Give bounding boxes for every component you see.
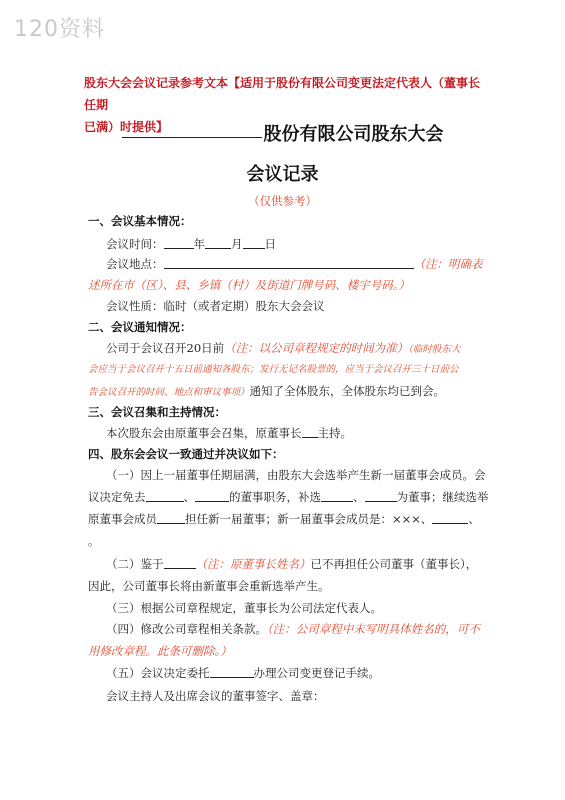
section-4-heading: 四、股东会会议一致通过并决议如下： — [88, 447, 284, 461]
r1-remove-label: 议决定免去 — [88, 490, 146, 504]
r1-retain-label: 原董事会成员 — [88, 512, 157, 526]
elect-blank-1 — [321, 489, 353, 502]
section-1-heading: 一、会议基本情况： — [88, 214, 192, 228]
remove-blank-1 — [146, 489, 184, 502]
day-blank — [243, 236, 265, 249]
reference-note: （仅供参考） — [248, 194, 317, 208]
place-note: （注：明确表 — [413, 257, 483, 271]
former-chairman-blank — [164, 556, 196, 569]
convene-line — [106, 425, 352, 441]
delegate-blank — [210, 665, 254, 678]
meeting-place-label: 会议地点： — [106, 257, 164, 271]
member-blank — [432, 511, 468, 524]
notice-result: 通知了全体股东，全体股东均已到会。 — [249, 384, 446, 398]
title-line-2: 已满）时提供】 — [84, 120, 169, 134]
notice-text: 公司于会议召开20日前 — [106, 341, 225, 355]
convene-text: 本次股东会由原董事会召集，原董事长 — [106, 426, 302, 440]
notice-note-2-continued: 会应当于会议召开十五日前通知各股东；发行无记名股票的，应当于会议召开三十日前公 — [88, 364, 459, 375]
resolution-4-note-continued: 用修改章程。此条可删除。） — [88, 644, 232, 658]
resolution-4-line-1 — [106, 621, 480, 637]
r5-text: （五）会议决定委托 — [106, 666, 210, 680]
section-2-heading: 二、会议通知情况： — [88, 320, 192, 334]
r5-text-2: 办理公司变更登记手续。 — [253, 666, 380, 680]
notice-note: （注：以公司章程规定的时间为准） — [224, 341, 409, 355]
year-blank — [164, 236, 194, 249]
notice-note-2-end: 告会议召开的时间、地点和审议事项） — [88, 387, 250, 398]
resolution-2-line-2: 因此，公司董事长将由新董事会重新选举产生。 — [88, 579, 330, 593]
retain-blank — [157, 511, 185, 524]
company-heading — [0, 120, 565, 146]
r1-continue-label: 为董事；继续选举 — [396, 490, 489, 504]
day-label: 日 — [264, 237, 276, 251]
resolution-1-line-3 — [88, 511, 480, 527]
r1-members-label: 担任新一届董事；新一届董事会成员是： — [185, 512, 392, 526]
r1-sep-1: 、 — [183, 490, 195, 504]
r2-text: （二）鉴于 — [106, 557, 164, 571]
resolution-2-line-1 — [106, 556, 477, 572]
resolution-5 — [106, 665, 380, 681]
signature-line: 会议主持人及出席会议的董事签字、盖章： — [106, 689, 325, 703]
month-blank — [205, 236, 231, 249]
meeting-time-label: 会议时间： — [106, 237, 164, 251]
r2-text-2: 已不再担任公司董事（董事长）， — [310, 557, 478, 571]
resolution-1-line-2 — [88, 489, 489, 505]
section-3-heading: 三、会议召集和主持情况： — [88, 405, 226, 419]
meeting-nature: 会议性质：临时（或者定期）股东大会会议 — [106, 299, 325, 313]
notice-line-3 — [88, 383, 445, 401]
watermark: 120资料 — [14, 17, 105, 42]
month-label: 月 — [231, 237, 243, 251]
elect-blank-2 — [365, 489, 397, 502]
resolution-1-line-1: （一）因上一届董事任期届满，由股东大会选举产生新一届董事会成员。会 — [106, 468, 486, 482]
place-blank — [164, 256, 414, 269]
chairman-blank — [302, 425, 318, 438]
company-name-blank — [122, 123, 262, 138]
r2-note: （注：原董事长姓名） — [195, 557, 311, 571]
place-note-continued: 述所在市（区）、县、乡镇（村）及街道门牌号码、楼宇号码。） — [88, 278, 410, 292]
r1-member-xxx: ×××、 — [392, 512, 433, 526]
meeting-time-line — [106, 236, 276, 252]
notice-line-1 — [106, 340, 460, 358]
company-heading-text: 股份有限公司股东大会 — [263, 124, 444, 145]
r1-sep-3: 、 — [468, 512, 480, 526]
minutes-heading: 会议记录 — [246, 164, 319, 185]
r4-text: （四）修改公司章程相关条款。 — [106, 622, 267, 636]
r1-sep-2: 、 — [353, 490, 365, 504]
meeting-place-line — [106, 256, 483, 272]
title-line-1: 股东大会会议记录参考文本【适用于股份有限公司变更法定代表人（董事长任期 — [84, 76, 481, 112]
resolution-1-end: 。 — [88, 534, 100, 548]
year-label: 年 — [193, 237, 205, 251]
convene-end: 主持。 — [317, 426, 352, 440]
r1-elect-label: 的董事职务，补选 — [229, 490, 321, 504]
r4-note: （注：公司章程中未写明具体姓名的，可不 — [267, 622, 480, 636]
remove-blank-2 — [195, 489, 229, 502]
notice-note-2: （临时股东大 — [408, 344, 461, 355]
resolution-3: （三）根据公司章程规定，董事长为公司法定代表人。 — [106, 601, 382, 615]
